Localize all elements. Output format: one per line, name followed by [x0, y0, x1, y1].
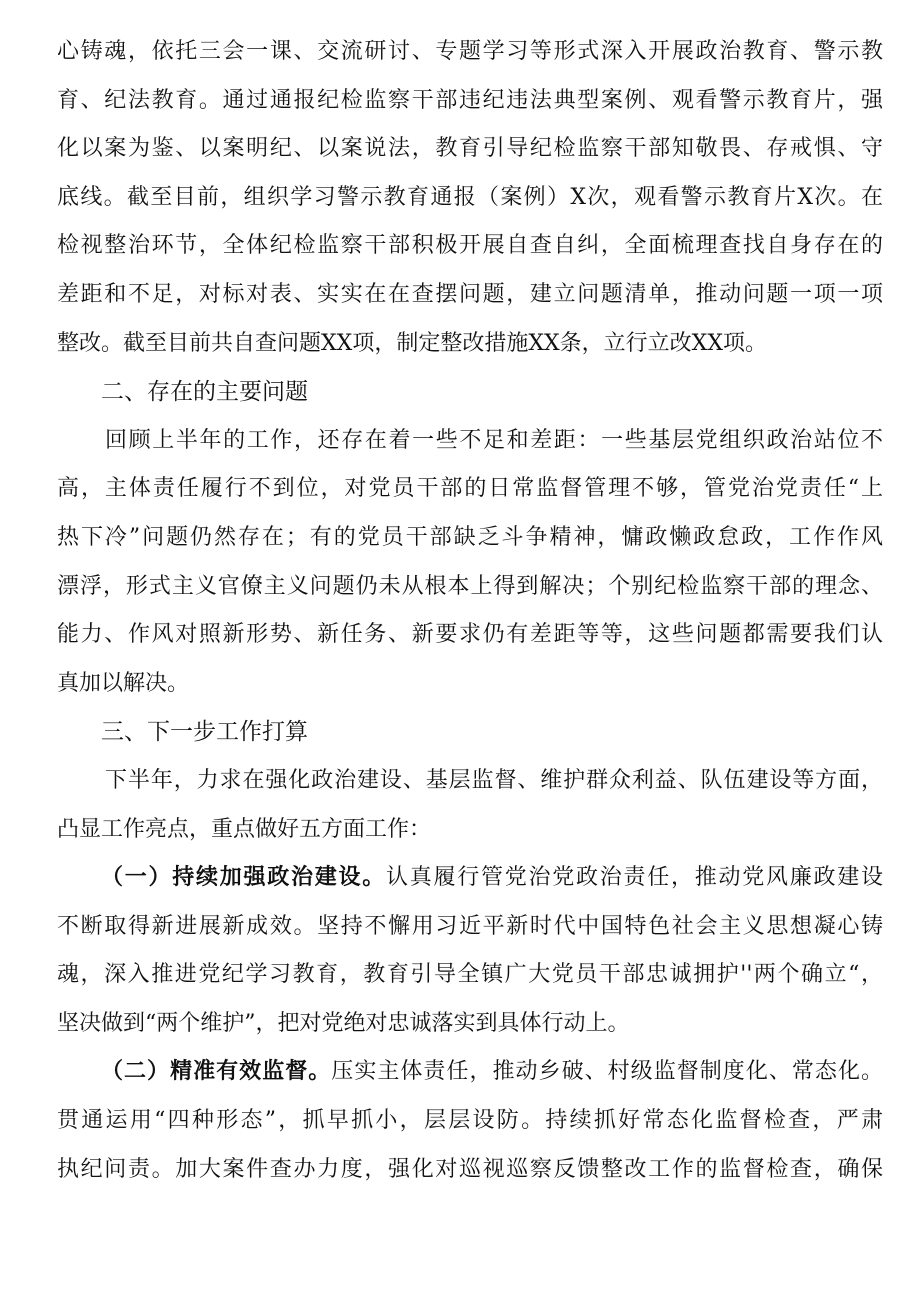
- text-line: 下半年，力求在强化政治建设、基层监督、维护群众利益、队伍建设等方面，: [105, 767, 883, 793]
- paragraph-education: [57, 28, 883, 368]
- text-line: 整改。截至目前共自查问题XX项，制定整改措施XX条，立行立改XX项。: [57, 330, 767, 356]
- text-line: 底线。截至目前，组织学习警示教育通报（案例）X次，观看警示教育片X次。在: [57, 184, 883, 210]
- text-line: 心铸魂，依托三会一课、交流研讨、专题学习等形式深入开展政治教育、警示教: [57, 39, 883, 64]
- subsection-first-text: 认真履行管党治党政治责任，推动党风廉政建设: [386, 865, 883, 891]
- subsection-first-line: [57, 854, 883, 903]
- text-line: 差距和不足，对标对表、实实在在查摆问题，建立问题清单，推动问题一项一项: [57, 281, 883, 307]
- text-line: 魂，深入推进党纪学习教育，教育引导全镇广大党员干部忠诚拥护''两个确立“，: [57, 962, 883, 988]
- section-heading-next-steps: 三、下一步工作打算: [101, 719, 308, 746]
- paragraph-next-steps-intro: [57, 757, 883, 854]
- section-heading-problems: 二、存在的主要问题: [101, 379, 308, 406]
- subsection-title: （二）精准有效监督。: [101, 1059, 332, 1085]
- subsection-supervision: [57, 1048, 883, 1194]
- subsection-title: （一）持续加强政治建设。: [101, 865, 386, 891]
- subsection-first-line: [57, 1048, 883, 1097]
- text-line: 坚决做到“两个维护”，把对党绝对忠诚落实到具体行动上。: [57, 1010, 630, 1036]
- paragraph-problems: [57, 417, 883, 709]
- text-line: 检视整治环节，全体纪检监察干部积极开展自查自纠，全面梳理查找自身存在的: [57, 233, 883, 259]
- subsection-political-building: [57, 854, 883, 1048]
- text-line: 高，主体责任履行不到位，对党员干部的日常监督管理不够，管党治党责任“上: [57, 476, 883, 502]
- text-line: 育、纪法教育。通过通报纪检监察干部违纪违法典型案例、观看警示教育片，强: [57, 87, 883, 113]
- subsection-first-text: 压实主体责任，推动乡破、村级监督制度化、常态化。: [331, 1059, 883, 1085]
- text-line: 真加以解决。: [57, 670, 190, 696]
- text-line: 化以案为鉴、以案明纪、以案说法，教育引导纪检监察干部知敬畏、存戒惧、守: [57, 136, 883, 162]
- text-line: 回顾上半年的工作，还存在着一些不足和差距：一些基层党组织政治站位不: [105, 427, 883, 453]
- text-line: 热下冷”问题仍然存在；有的党员干部缺乏斗争精神，慵政懒政怠政，工作作风: [57, 524, 883, 550]
- text-line: 凸显工作亮点，重点做好五方面工作：: [57, 816, 432, 842]
- text-line: 贯通运用“四种形态”，抓早抓小，层层设防。持续抓好常态化监督检查，严肃: [57, 1108, 883, 1134]
- text-line: 执纪问责。加大案件查办力度，强化对巡视巡察反馈整改工作的监督检查，确保: [57, 1156, 883, 1182]
- text-line: 不断取得新进展新成效。坚持不懈用习近平新时代中国特色社会主义思想凝心铸: [57, 913, 883, 939]
- document-page: [57, 28, 883, 1194]
- text-line: 漂浮，形式主义官僚主义问题仍未从根本上得到解决；个别纪检监察干部的理念、: [57, 573, 883, 599]
- text-line: 能力、作风对照新形势、新任务、新要求仍有差距等等，这些问题都需要我们认: [57, 622, 883, 648]
